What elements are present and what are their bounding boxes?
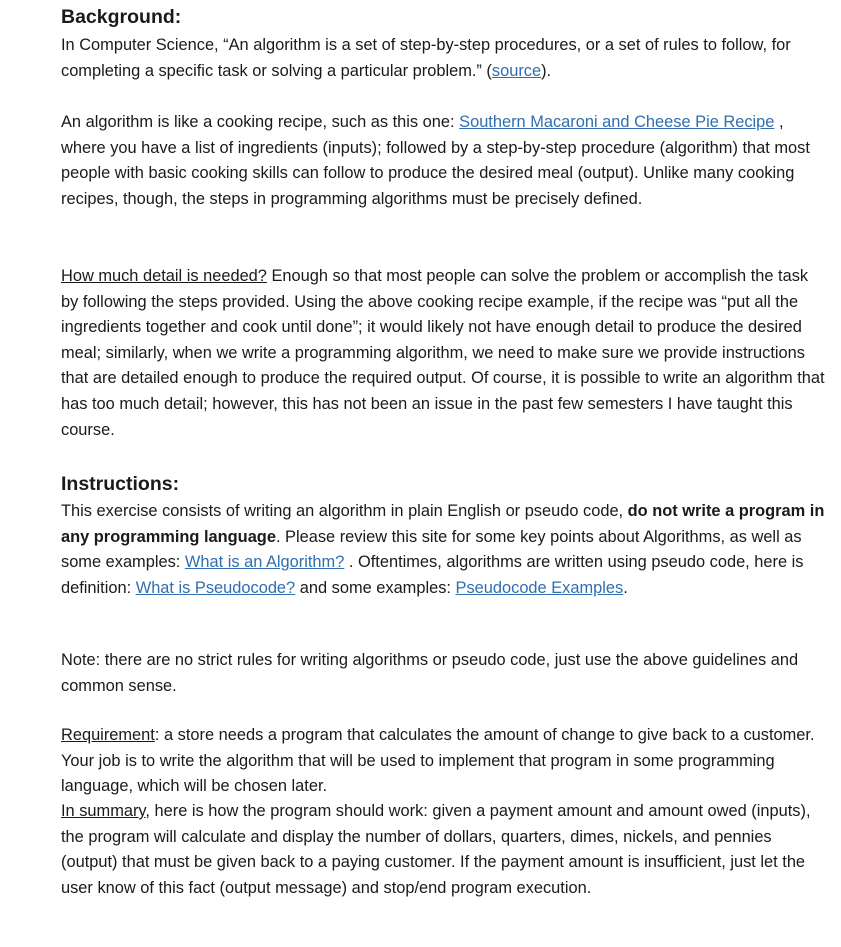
summary-label: In summary — [61, 802, 146, 820]
instructions-paragraph — [61, 499, 826, 601]
summary-text: , here is how the program should work: given a payment amount and amount owed (inputs), the program will calculate and display the number of dollars, quarters, dimes, nickels, and pennies (output) that must be given back to a paying customer. If the payment amount is insufficient, just let the user know of this fact (output message) and stop/end program execution. — [61, 802, 811, 897]
definition-text: In Computer Science, “An algorithm is a set of step-by-step procedures, or a set of rules to follow, for completing a specific task or solving a particular problem.” ( — [61, 36, 791, 80]
examples-link[interactable]: Pseudocode Examples — [455, 578, 624, 597]
recipe-paragraph — [61, 110, 826, 212]
detail-paragraph — [61, 264, 826, 443]
instructions-heading: Instructions: — [61, 473, 180, 495]
recipe-intro: An algorithm is like a cooking recipe, such as this one: — [61, 113, 460, 131]
instructions-intro: This exercise consists of writing an algorithm in plain English or pseudo code, — [61, 502, 628, 520]
summary-paragraph — [61, 799, 826, 901]
definition-paragraph — [61, 33, 826, 84]
after-algorithm-link: . Oftentimes, algorithms are written using pseudo code, here is definition: — [61, 553, 804, 597]
algorithm-link[interactable]: What is an Algorithm? — [184, 553, 345, 572]
definition-end: ). — [541, 61, 552, 80]
background-heading: Background: — [61, 6, 182, 28]
pseudocode-link[interactable]: What is Pseudocode? — [135, 578, 296, 597]
detail-question: How much detail is needed? — [61, 267, 267, 285]
recipe-link[interactable]: Southern Macaroni and Cheese Pie Recipe — [459, 113, 775, 131]
requirement-paragraph — [61, 723, 826, 800]
instructions-after-bold: . Please review this site for some key points about Algorithms, as well as some examples: — [61, 527, 802, 572]
requirement-label: Requirement — [61, 726, 155, 744]
instructions-bold: do not write a program in any programming language — [61, 502, 825, 546]
after-pseudocode-link: and some examples: — [295, 578, 456, 597]
requirement-text: : a store needs a program that calculates the amount of change to give back to a customer. Your job is to write the algorithm that will be used to implement that program in some programming language, which will be chosen later. — [61, 726, 815, 796]
note-paragraph: Note: there are no strict rules for writing algorithms or pseudo code, just use the above guidelines and common sense. — [61, 651, 799, 695]
source-link[interactable]: source — [491, 61, 542, 80]
recipe-rest: , where you have a list of ingredients (inputs); followed by a step-by-step procedure (algorithm) that most people with basic cooking skills can follow to produce the desired meal (output). Unlike many cooking recipes, though, the steps in programming algorithms must be precisely defined. — [61, 113, 810, 208]
after-examples-link: . — [623, 578, 628, 597]
detail-rest: Enough so that most people can solve the problem or accomplish the task by following the steps provided. Using the above cooking recipe example, if the recipe was “put all the ingredients together and cook until done”; it would likely not have enough detail to produce the desired meal; similarly, when we write a programming algorithm, we need to make sure we provide instructions that are detailed enough to produce the required output. Of course, it is possible to write an algorithm that has too much detail; however, this has not been an issue in the past few semesters I have taught this course. — [61, 267, 825, 439]
